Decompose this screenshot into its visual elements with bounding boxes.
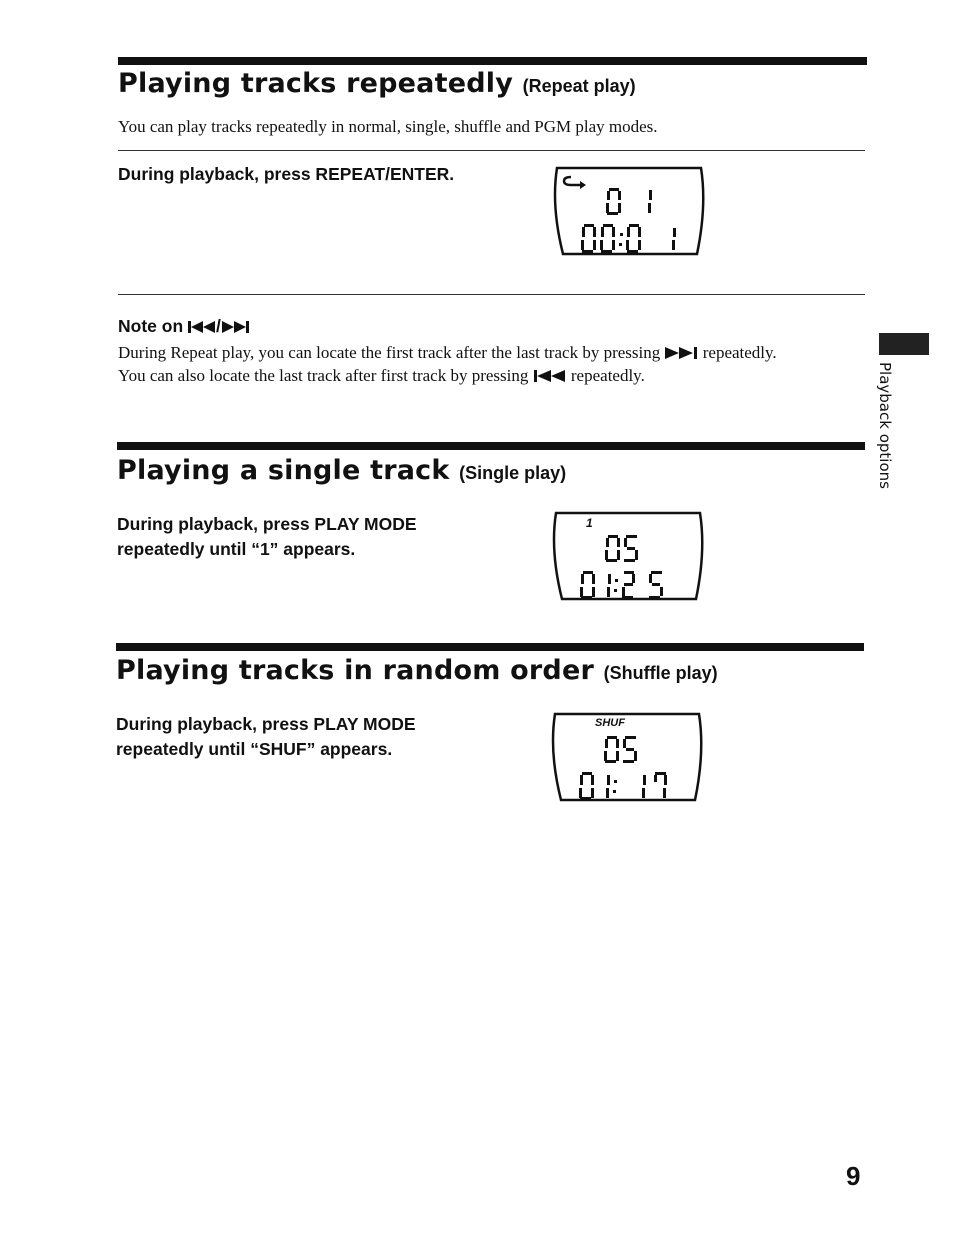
note-line-2-text: You can also locate the last track after first track by pressing [118, 366, 529, 385]
page-number: 9 [846, 1161, 861, 1191]
section-divider-single [117, 442, 865, 450]
lcd-mode-indicator: SHUF [595, 717, 625, 729]
title-text: Playing tracks repeatedly [118, 68, 513, 99]
instruction-line: During playback, press REPEAT/ENTER. [118, 164, 455, 184]
side-tab-marker [879, 333, 929, 355]
repeat-intro-text: You can play tracks repeatedly in normal, single, shuffle and PGM play modes. [118, 117, 658, 136]
title-subtitle: (Repeat play) [522, 76, 636, 96]
shuffle-instruction [116, 712, 416, 762]
lcd-track-number [606, 188, 652, 215]
section-title-repeat [118, 70, 636, 97]
lcd-elapsed-time [579, 772, 667, 800]
note-heading-separator: / [216, 316, 221, 336]
note-divider [118, 294, 865, 295]
next-track-icon [221, 320, 249, 334]
lcd-elapsed-time [580, 571, 663, 599]
note-line-1-text: During Repeat play, you can locate the first track after the last track by pressing [118, 343, 661, 362]
next-track-icon [664, 346, 698, 360]
lcd-elapsed-time [581, 224, 676, 253]
instruction-line: repeatedly until “1” appears. [117, 539, 356, 559]
section-divider-shuffle [116, 643, 864, 651]
title-text: Playing a single track [117, 455, 450, 486]
previous-track-icon [188, 320, 216, 334]
side-tab-label: Playback options [876, 362, 894, 489]
instruction-line: During playback, press PLAY MODE [117, 514, 417, 534]
title-subtitle: (Shuffle play) [603, 663, 718, 683]
lcd-mode-indicator: 1 [586, 516, 593, 530]
instruction-line: repeatedly until “SHUF” appears. [116, 739, 393, 759]
note-line-2-end: repeatedly. [570, 366, 645, 385]
instruction-line: During playback, press PLAY MODE [116, 714, 416, 734]
title-subtitle: (Single play) [459, 463, 567, 483]
repeat-instruction [118, 162, 454, 187]
repeat-icon [564, 177, 586, 189]
section-title-single [117, 457, 566, 484]
lcd-display-single [548, 511, 708, 603]
lcd-display-shuffle [547, 712, 707, 804]
section-title-shuffle [116, 657, 718, 684]
title-text: Playing tracks in random order [116, 655, 594, 686]
section-divider-repeat [118, 57, 867, 65]
lcd-track-number [604, 736, 637, 763]
single-instruction [117, 512, 417, 562]
note-heading [118, 314, 249, 339]
note-heading-text: Note on [118, 316, 184, 336]
lcd-track-number [605, 535, 638, 562]
section-subdivider [118, 150, 865, 151]
note-line-1-end: repeatedly. [702, 343, 777, 362]
lcd-display-repeat [549, 166, 709, 258]
previous-track-icon [533, 369, 567, 383]
note-line-2 [118, 364, 645, 387]
note-line-1 [118, 341, 777, 364]
